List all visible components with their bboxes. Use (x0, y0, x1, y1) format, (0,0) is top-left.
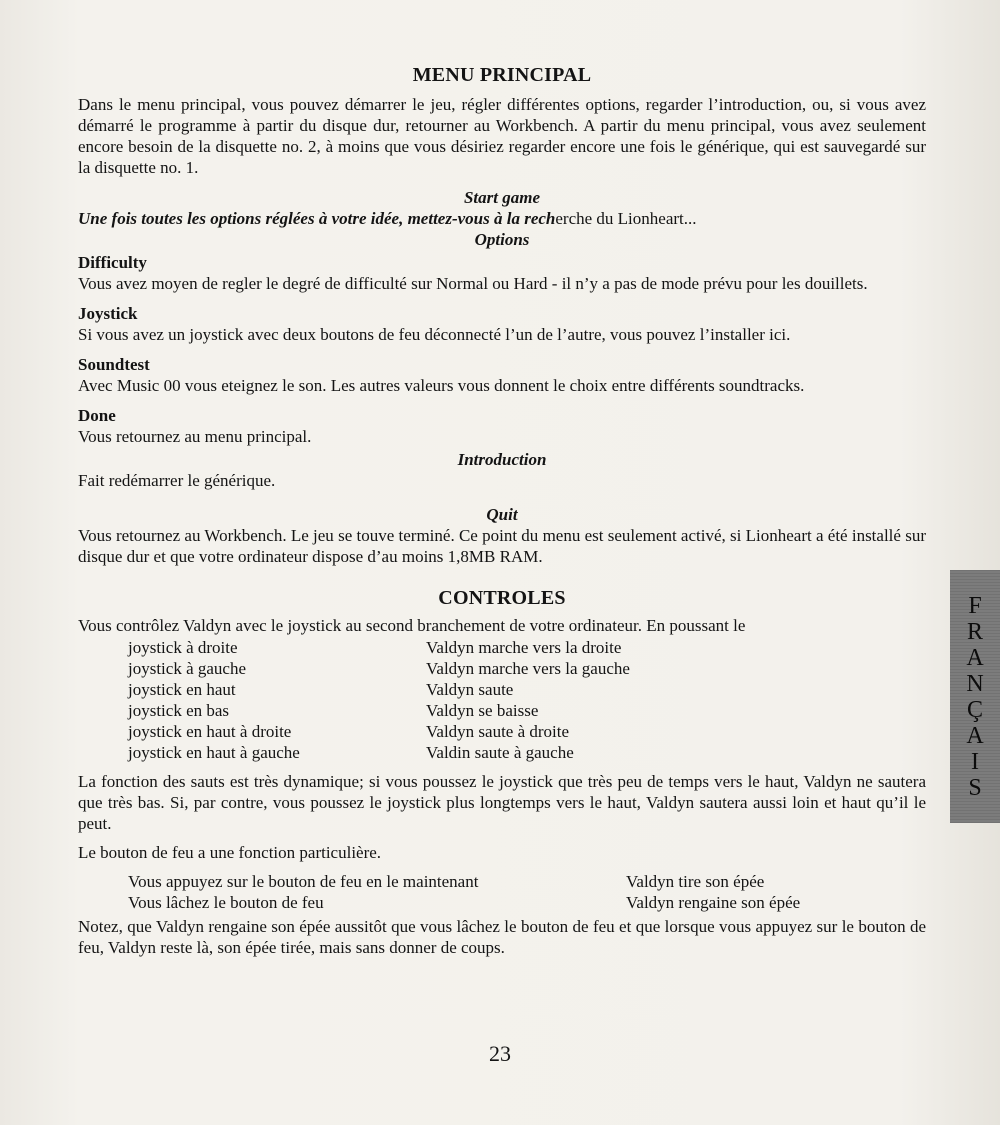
start-game-text (78, 208, 926, 229)
jump-text: La fonction des sauts est très dynamique; si vous poussez le joystick que très peu de temps vers le haut, Valdyn ne sautera que très bas. Si, par contre, vous poussez le joystick plus longtemps vers le haut, Valdyn sautera aussi loin et haut qu’il le peut. (78, 772, 926, 833)
joystick-text: Si vous avez un joystick avec deux boutons de feu déconnecté l’un de l’autre, vous pouvez l’installer ici. (78, 325, 791, 344)
start-game-text-rest: erche du Lionheart... (555, 209, 697, 228)
control-row (78, 679, 926, 700)
soundtest-text: Avec Music 00 vous eteignez le son. Les autres valeurs vous donnent le choix entre différents soundtracks. (78, 376, 805, 395)
fire-control-action: Valdyn tire son épée (626, 872, 765, 891)
language-tab-letter: R (966, 618, 983, 645)
quit-heading: Quit (486, 505, 518, 524)
fire-control-row (78, 871, 926, 892)
control-action: Valdin saute à gauche (426, 743, 574, 762)
introduction-heading: Introduction (457, 450, 547, 469)
start-game-heading: Start game (463, 188, 541, 207)
menu-intro: Dans le menu principal, vous pouvez démarrer le jeu, régler différentes options, regarder l’introduction, ou, si vous avez démarré le programme à partir du disque dur, retourner au Workbench. A partir du menu principal, vous avez seulement encore besoin de la disquette no. 2, à moins que vous désiriez regarder encore une fois le générique, qui est sauvegardé sur la disquette no. 1. (78, 95, 926, 177)
control-row (78, 700, 926, 721)
fire-control-input: Vous appuyez sur le bouton de feu en le maintenant (128, 872, 479, 891)
difficulty-text: Vous avez moyen de regler le degré de difficulté sur Normal ou Hard - il n’y a pas de mode prévu pour les douillets. (78, 274, 868, 293)
control-action: Valdyn marche vers la gauche (426, 659, 630, 678)
language-tab-letter: F (968, 592, 982, 619)
control-row (78, 742, 926, 763)
control-row (78, 721, 926, 742)
done-label: Done (78, 406, 116, 425)
language-tab (950, 570, 1000, 823)
language-tab-letter: A (966, 644, 984, 671)
controls-title: CONTROLES (438, 587, 566, 609)
language-tab-letter: Ç (966, 696, 983, 723)
control-input: joystick à gauche (128, 659, 247, 678)
fire-control-row (78, 892, 926, 913)
fire-controls-table (78, 871, 926, 913)
fire-intro: Le bouton de feu a une fonction particulière. (78, 843, 382, 862)
control-input: joystick en haut à droite (128, 722, 292, 741)
page-number: 23 (489, 1041, 511, 1066)
control-action: Valdyn marche vers la droite (426, 638, 622, 657)
language-tab-letter: S (968, 774, 982, 801)
fire-control-action: Valdyn rengaine son épée (626, 893, 801, 912)
control-action: Valdyn saute (426, 680, 514, 699)
start-game-text-bold: Une fois toutes les options réglées à votre idée, mettez-vous à la rech (78, 209, 556, 228)
control-input: joystick en haut (128, 680, 236, 699)
joystick-label: Joystick (78, 304, 138, 323)
note-text: Notez, que Valdyn rengaine son épée aussitôt que vous lâchez le bouton de feu et que lorsque vous appuyez sur le bouton de feu, Valdyn reste là, son épée tirée, mais sans donner de coups. (78, 917, 926, 957)
difficulty-label: Difficulty (78, 253, 147, 272)
controls-table (78, 637, 926, 763)
control-row (78, 637, 926, 658)
options-heading: Options (474, 230, 530, 249)
language-tab-letter: I (971, 748, 979, 775)
quit-text: Vous retournez au Workbench. Le jeu se touve terminé. Ce point du menu est seulement activé, si Lionheart a été installé sur disque dur et que votre ordinateur dispose d’au moins 1,8MB RAM. (78, 526, 926, 566)
menu-title: MENU PRINCIPAL (412, 64, 592, 86)
language-tab-letter: A (966, 722, 984, 749)
language-tab-letter: N (966, 670, 984, 697)
soundtest-label: Soundtest (78, 355, 150, 374)
done-text: Vous retournez au menu principal. (78, 427, 312, 446)
controls-intro: Vous contrôlez Valdyn avec le joystick au second branchement de votre ordinateur. En poussant le (78, 616, 746, 635)
control-input: joystick en haut à gauche (128, 743, 300, 762)
fire-control-input: Vous lâchez le bouton de feu (128, 893, 324, 912)
control-input: joystick à droite (128, 638, 238, 657)
page-content (78, 62, 926, 958)
control-input: joystick en bas (128, 701, 230, 720)
control-row (78, 658, 926, 679)
control-action: Valdyn saute à droite (426, 722, 570, 741)
control-action: Valdyn se baisse (426, 701, 539, 720)
introduction-text: Fait redémarrer le générique. (78, 471, 276, 490)
